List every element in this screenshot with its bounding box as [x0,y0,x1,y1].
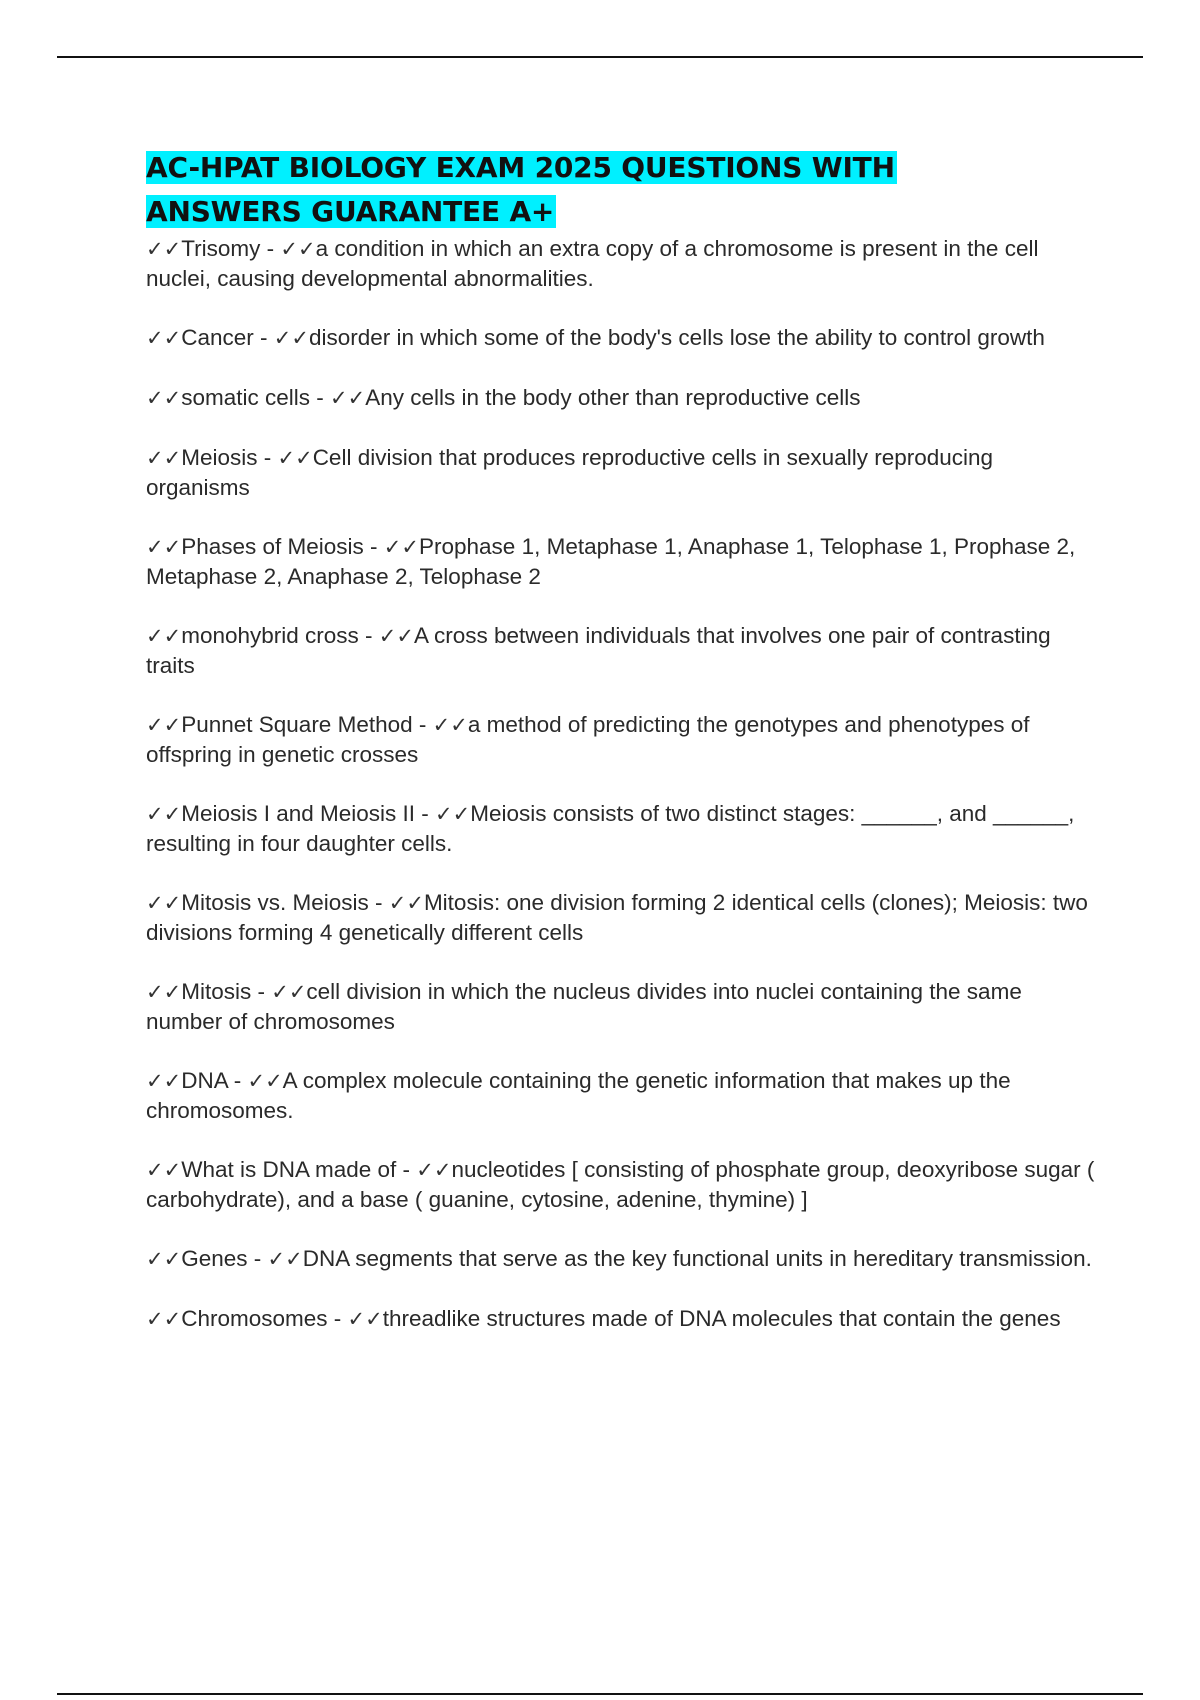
top-rule [57,56,1143,58]
qa-definition: Prophase 1, Metaphase 1, Anaphase 1, Telophase 1, Prophase 2, Metaphase 2, Anaphase 2, Telophase 2 [146,534,1076,589]
check-icon: ✓✓ [330,386,366,410]
check-icon: ✓✓ [146,1069,182,1093]
qa-item [146,1244,1096,1274]
qa-separator: - [415,801,436,826]
qa-definition: A cross between individuals that involves one pair of contrasting traits [146,623,1051,678]
qa-definition: A complex molecule containing the genetic information that makes up the chromosomes. [146,1068,1011,1123]
check-icon: ✓✓ [432,713,468,737]
check-icon: ✓✓ [273,326,309,350]
check-icon: ✓✓ [416,1158,452,1182]
qa-definition: a method of predicting the genotypes and phenotypes of offspring in genetic crosses [146,712,1030,767]
qa-item [146,234,1096,293]
check-icon: ✓✓ [435,802,471,826]
qa-item [146,710,1096,769]
qa-term: Mitosis [181,979,252,1004]
qa-separator: - [247,1246,268,1271]
qa-term: monohybrid cross [181,623,359,648]
check-icon: ✓✓ [146,1158,182,1182]
qa-term: Phases of Meiosis [181,534,364,559]
qa-item [146,1155,1096,1214]
qa-separator: - [368,890,389,915]
qa-list [146,234,1096,1334]
check-icon: ✓✓ [388,891,424,915]
qa-definition: Any cells in the body other than reproductive cells [365,385,861,410]
check-icon: ✓✓ [383,535,419,559]
qa-term: Trisomy [181,236,261,261]
check-icon: ✓✓ [146,802,182,826]
qa-item [146,799,1096,858]
document-title [146,146,1096,234]
check-icon: ✓✓ [146,891,182,915]
qa-term: Meiosis I and Meiosis II [181,801,416,826]
qa-item [146,977,1096,1036]
qa-term: Chromosomes [181,1306,328,1331]
qa-definition: cell division in which the nucleus divides into nuclei containing the same number of chromosomes [146,979,1022,1034]
qa-separator: - [327,1306,348,1331]
qa-separator: - [251,979,272,1004]
qa-definition: Meiosis consists of two distinct stages: ______, and ______, resulting in four daughter cells. [146,801,1075,856]
check-icon: ✓✓ [271,980,307,1004]
qa-separator: - [412,712,433,737]
qa-term: Mitosis vs. Meiosis [181,890,369,915]
qa-term: What is DNA made of [181,1157,397,1182]
page-content [146,146,1096,1364]
qa-definition: threadlike structures made of DNA molecules that contain the genes [382,1306,1061,1331]
qa-definition: disorder in which some of the body's cells lose the ability to control growth [308,325,1045,350]
qa-separator: - [363,534,384,559]
qa-item [146,1304,1096,1334]
check-icon: ✓✓ [146,237,182,261]
qa-separator: - [260,236,281,261]
qa-separator: - [310,385,330,410]
qa-separator: - [227,1068,248,1093]
qa-item [146,621,1096,680]
qa-term: Genes [181,1246,248,1271]
qa-separator: - [253,325,274,350]
qa-separator: - [396,1157,417,1182]
check-icon: ✓✓ [277,446,313,470]
check-icon: ✓✓ [146,1307,182,1331]
check-icon: ✓✓ [280,237,316,261]
check-icon: ✓✓ [146,326,182,350]
qa-definition: Cell division that produces reproductive cells in sexually reproducing organisms [146,445,994,500]
qa-item [146,383,1096,413]
check-icon: ✓✓ [146,713,182,737]
qa-term: somatic cells [181,385,310,410]
title-line-2: ANSWERS GUARANTEE A+ [146,195,555,228]
qa-term: DNA [181,1068,228,1093]
check-icon: ✓✓ [146,624,182,648]
qa-term: Cancer [181,325,254,350]
check-icon: ✓✓ [146,980,182,1004]
qa-definition: Mitosis: one division forming 2 identical cells (clones); Meiosis: two divisions forming 4 genetically different cells [146,890,1088,945]
title-line-1: AC-HPAT BIOLOGY EXAM 2025 QUESTIONS WITH [146,151,895,184]
bottom-rule [57,1693,1143,1695]
check-icon: ✓✓ [247,1069,283,1093]
check-icon: ✓✓ [347,1307,383,1331]
check-icon: ✓✓ [267,1247,303,1271]
qa-term: Punnet Square Method [181,712,413,737]
qa-item [146,1066,1096,1125]
qa-definition: DNA segments that serve as the key functional units in hereditary transmission. [302,1246,1092,1271]
check-icon: ✓✓ [146,386,182,410]
check-icon: ✓✓ [378,624,414,648]
qa-term: Meiosis [181,445,258,470]
qa-separator: - [257,445,278,470]
check-icon: ✓✓ [146,535,182,559]
qa-item [146,443,1096,502]
check-icon: ✓✓ [146,1247,182,1271]
qa-separator: - [358,623,379,648]
qa-item [146,888,1096,947]
qa-definition: nucleotides [ consisting of phosphate group, deoxyribose sugar ( carbohydrate), and a base ( guanine, cytosine, adenine, thymine) ] [146,1157,1095,1212]
qa-item [146,532,1096,591]
check-icon: ✓✓ [146,446,182,470]
qa-definition: a condition in which an extra copy of a chromosome is present in the cell nuclei, causing developmental abnormalities. [146,236,1039,291]
qa-item [146,323,1096,353]
